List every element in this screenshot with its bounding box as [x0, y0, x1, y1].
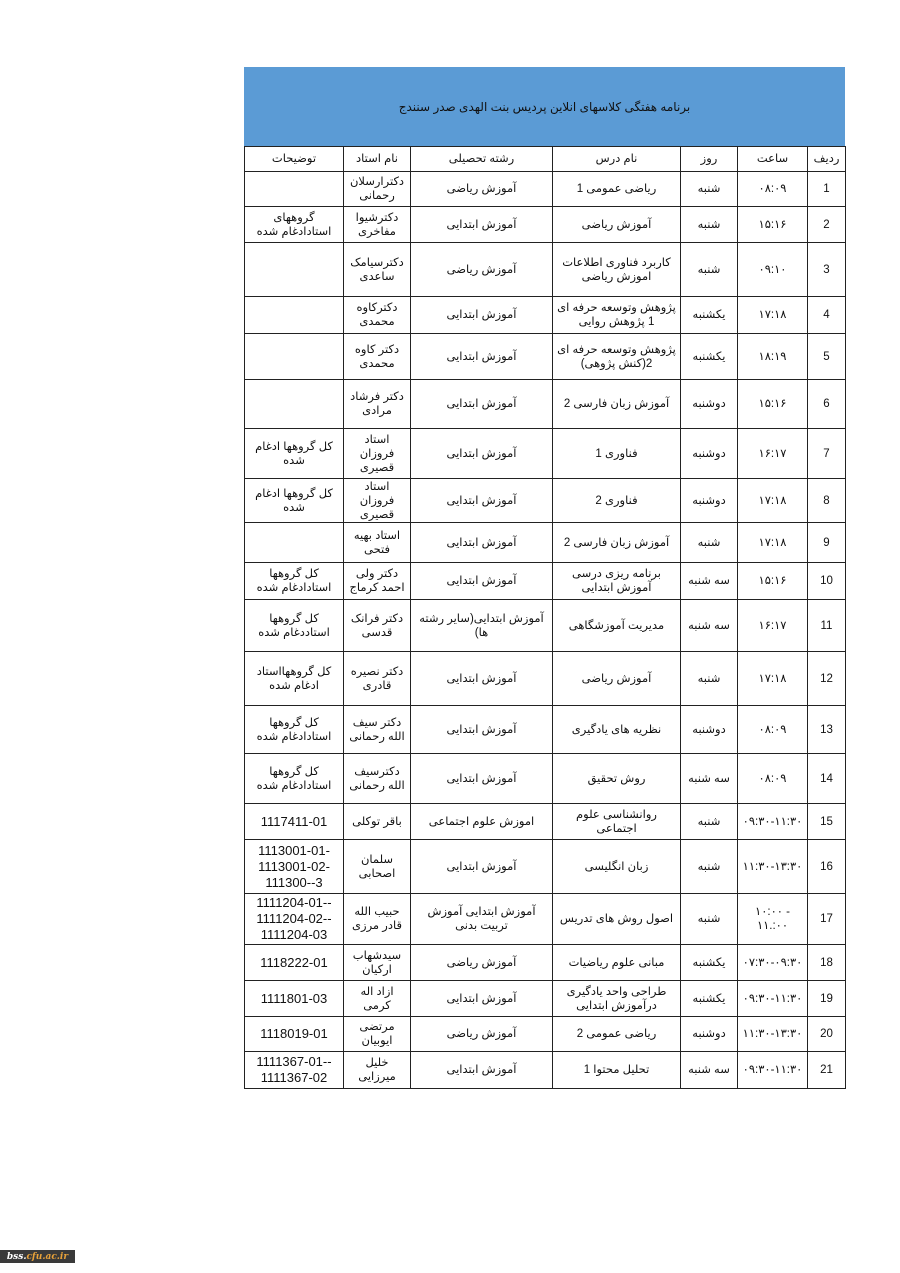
day-cell: دوشنبه — [681, 1017, 738, 1052]
course-name-cell: آموزش زبان فارسی 2 — [553, 523, 681, 563]
table-row — [245, 894, 846, 945]
logo-prefix: bss. — [6, 1251, 27, 1262]
row-number: 12 — [808, 652, 846, 706]
course-name-cell: طراحی واحد یادگیری درآموزش ابتدایی — [553, 981, 681, 1017]
time-cell: ۱۷:۱۸ — [738, 523, 808, 563]
field-of-study-cell: آموزش ابتدایی — [411, 297, 553, 334]
teacher-name-cell: سلمان اصحابی — [344, 840, 411, 894]
time-cell: ۰۹:۳۰-۱۱:۳۰ — [738, 981, 808, 1017]
table-header-row — [245, 147, 846, 172]
table-row — [245, 804, 846, 840]
course-name-cell: تحلیل محتوا 1 — [553, 1052, 681, 1089]
table-row — [245, 334, 846, 380]
time-cell: ۰۸:۰۹ — [738, 706, 808, 754]
col-header-notes: توضیحات — [245, 147, 344, 172]
day-cell: سه شنبه — [681, 1052, 738, 1089]
row-number: 19 — [808, 981, 846, 1017]
field-of-study-cell: آموزش ابتدایی — [411, 334, 553, 380]
notes-cell — [245, 380, 344, 429]
table-row — [245, 297, 846, 334]
time-cell: ۰۹:۱۰ — [738, 243, 808, 297]
notes-cell: 1113001-01- 1113001-02- 111300--3 — [245, 840, 344, 894]
day-cell: شنبه — [681, 840, 738, 894]
field-of-study-cell: آموزش ابتدایی — [411, 981, 553, 1017]
teacher-name-cell: دکتر ولی احمد کرماج — [344, 563, 411, 600]
row-number: 4 — [808, 297, 846, 334]
teacher-name-cell: مرتضی ایوبیان — [344, 1017, 411, 1052]
teacher-name-cell: دکترکاوه محمدی — [344, 297, 411, 334]
row-number: 7 — [808, 429, 846, 479]
col-header-time: ساعت — [738, 147, 808, 172]
notes-cell: کل گروهها استادادغام شده — [245, 706, 344, 754]
course-name-cell: ریاضی عمومی 1 — [553, 172, 681, 207]
day-cell: سه شنبه — [681, 754, 738, 804]
course-name-cell: روش تحقیق — [553, 754, 681, 804]
table-row — [245, 172, 846, 207]
field-of-study-cell: آموزش ابتدایی — [411, 1052, 553, 1089]
notes-cell: 1117411-01 — [245, 804, 344, 840]
day-cell: سه شنبه — [681, 600, 738, 652]
notes-cell: کل گروهها استادادغام شده — [245, 754, 344, 804]
row-number: 5 — [808, 334, 846, 380]
field-of-study-cell: آموزش ابتدایی — [411, 523, 553, 563]
teacher-name-cell: استاد بهیه فتحی — [344, 523, 411, 563]
time-cell: ۰۸:۰۹ — [738, 172, 808, 207]
table-row — [245, 207, 846, 243]
field-of-study-cell: آموزش ابتدایی — [411, 479, 553, 523]
day-cell: شنبه — [681, 172, 738, 207]
field-of-study-cell: آموزش ابتدایی — [411, 380, 553, 429]
notes-cell: 1118019-01 — [245, 1017, 344, 1052]
table-row — [245, 523, 846, 563]
course-name-cell: ریاضی عمومی 2 — [553, 1017, 681, 1052]
teacher-name-cell: دکتر فرشاد مرادی — [344, 380, 411, 429]
teacher-name-cell: خلیل میرزایی — [344, 1052, 411, 1089]
teacher-name-cell: دکتر نصیره قادری — [344, 652, 411, 706]
table-row — [245, 600, 846, 652]
teacher-name-cell: سیدشهاب ارکیان — [344, 945, 411, 981]
col-header-row-number: ردیف — [808, 147, 846, 172]
day-cell: یکشنبه — [681, 334, 738, 380]
course-name-cell: اصول روش های تدریس — [553, 894, 681, 945]
time-cell: ۰۸:۰۹ — [738, 754, 808, 804]
day-cell: شنبه — [681, 894, 738, 945]
table-row — [245, 754, 846, 804]
col-header-day: روز — [681, 147, 738, 172]
time-cell: ۱۷:۱۸ — [738, 479, 808, 523]
field-of-study-cell: آموزش ریاضی — [411, 1017, 553, 1052]
notes-cell: 1111367-01-- 1111367-02 — [245, 1052, 344, 1089]
table-row — [245, 706, 846, 754]
field-of-study-cell: آموزش ابتدایی(سایر رشته ها) — [411, 600, 553, 652]
row-number: 9 — [808, 523, 846, 563]
time-cell: ۱۸:۱۹ — [738, 334, 808, 380]
notes-cell — [245, 172, 344, 207]
day-cell: سه شنبه — [681, 563, 738, 600]
course-name-cell: فناوری 2 — [553, 479, 681, 523]
notes-cell — [245, 523, 344, 563]
teacher-name-cell: حبیب الله قادر مرزی — [344, 894, 411, 945]
course-name-cell: نظریه های یادگیری — [553, 706, 681, 754]
teacher-name-cell: دکتر فرانک قدسی — [344, 600, 411, 652]
day-cell: دوشنبه — [681, 429, 738, 479]
day-cell: دوشنبه — [681, 479, 738, 523]
course-name-cell: مدیریت آموزشگاهی — [553, 600, 681, 652]
course-name-cell: پژوهش وتوسعه حرفه ای 1 پژوهش روایی — [553, 297, 681, 334]
table-row — [245, 652, 846, 706]
title-band — [244, 67, 845, 146]
notes-cell: 1111801-03 — [245, 981, 344, 1017]
day-cell: دوشنبه — [681, 380, 738, 429]
teacher-name-cell: دکتر سیف الله رحمانی — [344, 706, 411, 754]
table-row — [245, 243, 846, 297]
schedule-table — [244, 146, 846, 1089]
time-cell: ۱۵:۱۶ — [738, 380, 808, 429]
row-number: 17 — [808, 894, 846, 945]
time-cell: ۱۶:۱۷ — [738, 600, 808, 652]
field-of-study-cell: آموزش ابتدایی آموزش تربیت بدنی — [411, 894, 553, 945]
teacher-name-cell: دکترارسلان رحمانی — [344, 172, 411, 207]
time-cell: ۰۹:۳۰-۱۱:۳۰ — [738, 1052, 808, 1089]
row-number: 20 — [808, 1017, 846, 1052]
field-of-study-cell: آموزش ابتدایی — [411, 754, 553, 804]
notes-cell: کل گروهها ادغام شده — [245, 479, 344, 523]
row-number: 18 — [808, 945, 846, 981]
row-number: 2 — [808, 207, 846, 243]
row-number: 15 — [808, 804, 846, 840]
field-of-study-cell: آموزش ابتدایی — [411, 429, 553, 479]
row-number: 3 — [808, 243, 846, 297]
day-cell: یکشنبه — [681, 981, 738, 1017]
teacher-name-cell: دکترشیوا مفاخری — [344, 207, 411, 243]
table-row — [245, 563, 846, 600]
field-of-study-cell: آموزش ابتدایی — [411, 207, 553, 243]
table-row — [245, 380, 846, 429]
day-cell: شنبه — [681, 523, 738, 563]
notes-cell: کل گروهها ادغام شده — [245, 429, 344, 479]
course-name-cell: آموزش ریاضی — [553, 207, 681, 243]
course-name-cell: آموزش ریاضی — [553, 652, 681, 706]
field-of-study-cell: اموزش علوم اجتماعی — [411, 804, 553, 840]
time-cell: ۱۷:۱۸ — [738, 297, 808, 334]
row-number: 13 — [808, 706, 846, 754]
notes-cell — [245, 297, 344, 334]
field-of-study-cell: آموزش ریاضی — [411, 172, 553, 207]
course-name-cell: پژوهش وتوسعه حرفه ای 2(کنش پژوهی) — [553, 334, 681, 380]
course-name-cell: برنامه ریزی درسی آموزش ابتدایی — [553, 563, 681, 600]
row-number: 10 — [808, 563, 846, 600]
time-cell: ۱۰:۰۰ - ۱۱.:۰۰ — [738, 894, 808, 945]
table-row — [245, 1052, 846, 1089]
time-cell: ۰۷:۳۰-۰۹:۳۰ — [738, 945, 808, 981]
course-name-cell: روانشناسی علوم اجتماعی — [553, 804, 681, 840]
day-cell: یکشنبه — [681, 297, 738, 334]
time-cell: ۱۱:۳۰-۱۳:۳۰ — [738, 1017, 808, 1052]
schedule-document — [244, 67, 845, 1089]
time-cell: ۱۵:۱۶ — [738, 207, 808, 243]
notes-cell: گروههای استادادغام شده — [245, 207, 344, 243]
time-cell: ۱۵:۱۶ — [738, 563, 808, 600]
table-row — [245, 840, 846, 894]
teacher-name-cell: ازاد اله کرمی — [344, 981, 411, 1017]
field-of-study-cell: آموزش ابتدایی — [411, 563, 553, 600]
day-cell: یکشنبه — [681, 945, 738, 981]
row-number: 8 — [808, 479, 846, 523]
row-number: 1 — [808, 172, 846, 207]
table-row — [245, 429, 846, 479]
day-cell: دوشنبه — [681, 706, 738, 754]
notes-cell: کل گروهها استادادغام شده — [245, 563, 344, 600]
time-cell: ۱۷:۱۸ — [738, 652, 808, 706]
notes-cell: 1111204-01-- 1111204-02-- 1111204-03 — [245, 894, 344, 945]
logo-domain: cfu.ac.ir — [26, 1251, 69, 1262]
teacher-name-cell: استاد فروزان قصیری — [344, 479, 411, 523]
field-of-study-cell: آموزش ابتدایی — [411, 706, 553, 754]
row-number: 11 — [808, 600, 846, 652]
notes-cell: کل گروهها استاددغام شده — [245, 600, 344, 652]
teacher-name-cell: دکترسیامک ساعدی — [344, 243, 411, 297]
field-of-study-cell: آموزش ابتدایی — [411, 652, 553, 706]
day-cell: شنبه — [681, 243, 738, 297]
field-of-study-cell: آموزش ریاضی — [411, 945, 553, 981]
teacher-name-cell: دکتر کاوه محمدی — [344, 334, 411, 380]
row-number: 16 — [808, 840, 846, 894]
field-of-study-cell: آموزش ابتدایی — [411, 840, 553, 894]
col-header-teacher: نام استاد — [344, 147, 411, 172]
site-logo[interactable] — [0, 1250, 75, 1263]
teacher-name-cell: باقر توکلی — [344, 804, 411, 840]
day-cell: شنبه — [681, 652, 738, 706]
row-number: 6 — [808, 380, 846, 429]
row-number: 21 — [808, 1052, 846, 1089]
course-name-cell: زبان انگلیسی — [553, 840, 681, 894]
course-name-cell: مبانی علوم ریاضیات — [553, 945, 681, 981]
time-cell: ۱۶:۱۷ — [738, 429, 808, 479]
teacher-name-cell: استاد فروزان قصیری — [344, 429, 411, 479]
notes-cell — [245, 243, 344, 297]
time-cell: ۱۱:۳۰-۱۳:۳۰ — [738, 840, 808, 894]
col-header-course: نام درس — [553, 147, 681, 172]
day-cell: شنبه — [681, 804, 738, 840]
time-cell: ۰۹:۳۰-۱۱:۳۰ — [738, 804, 808, 840]
course-name-cell: آموزش زبان فارسی 2 — [553, 380, 681, 429]
col-header-field: رشته تحصیلی — [411, 147, 553, 172]
row-number: 14 — [808, 754, 846, 804]
page-title: برنامه هفتگی کلاسهای انلاین پردیس بنت الهدی صدر سنندج — [398, 99, 691, 114]
field-of-study-cell: آموزش ریاضی — [411, 243, 553, 297]
table-row — [245, 945, 846, 981]
notes-cell — [245, 334, 344, 380]
day-cell: شنبه — [681, 207, 738, 243]
table-row — [245, 1017, 846, 1052]
notes-cell: 1118222-01 — [245, 945, 344, 981]
course-name-cell: فناوری 1 — [553, 429, 681, 479]
notes-cell: کل گروههااستاد ادغام شده — [245, 652, 344, 706]
table-row — [245, 981, 846, 1017]
teacher-name-cell: دکترسیف الله رحمانی — [344, 754, 411, 804]
course-name-cell: کاربرد فناوری اطلاعات اموزش ریاضی — [553, 243, 681, 297]
table-row — [245, 479, 846, 523]
